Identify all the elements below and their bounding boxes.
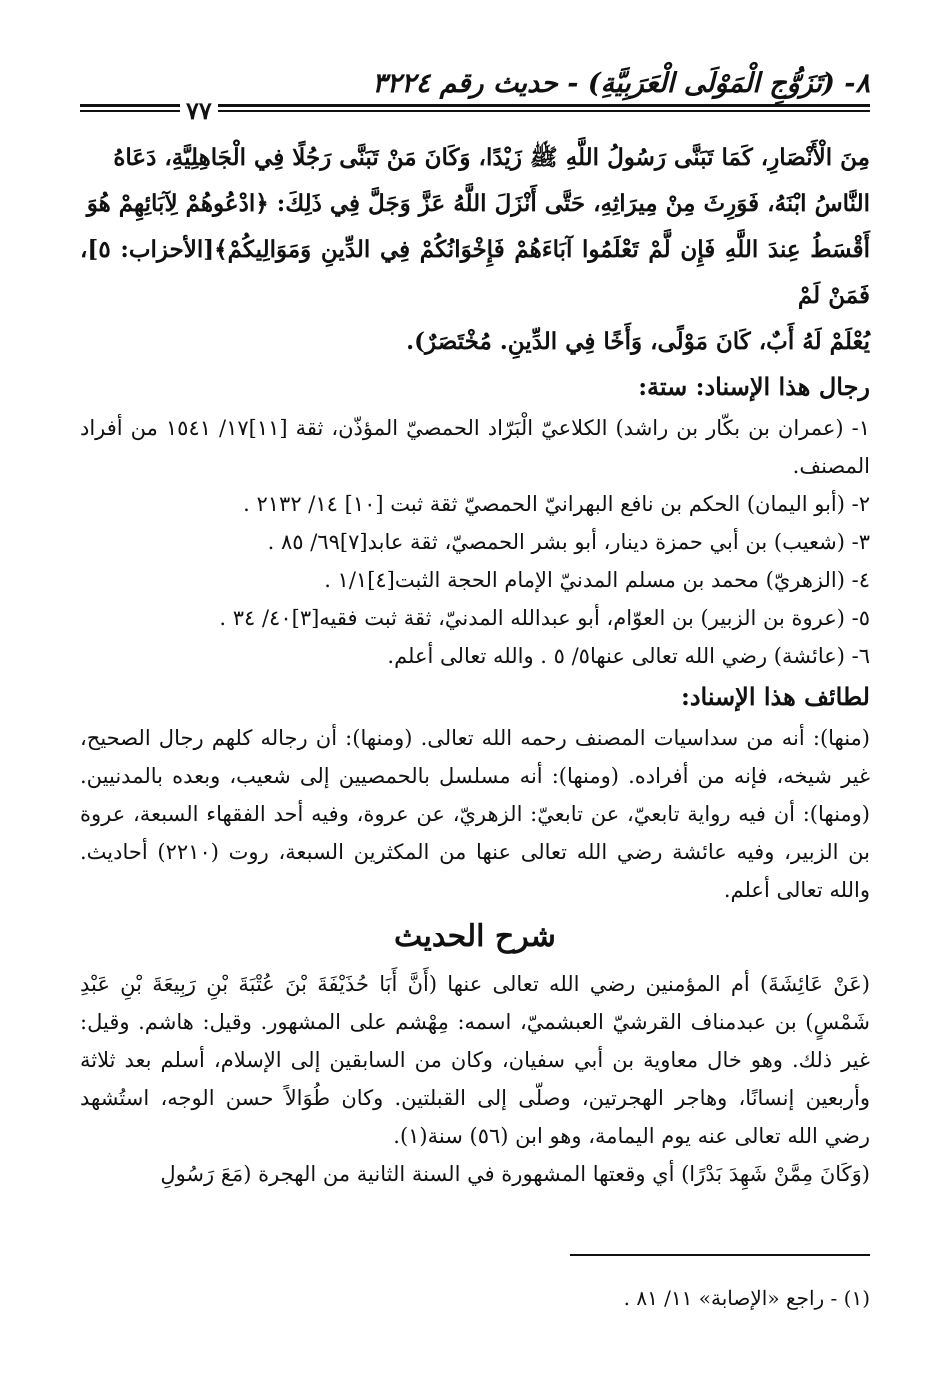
page-body bbox=[80, 135, 870, 1193]
hadith-line: أَقْسَطُ عِندَ اللَّهِ فَإِن لَّمْ تَعْلَمُوا آبَاءَهُمْ فَإِخْوَانُكُمْ فِي الدِّينِ وَمَوَالِيكُمْ﴾[الأحزاب: ٥]، فَمَنْ لَمْ bbox=[80, 236, 870, 309]
narrator-entry: ٥- (عروة بن الزبير) بن العوّام، أبو عبدالله المدنيّ، ثقة ثبت فقيه[٣]٤٠/ ٣٤ . bbox=[219, 606, 870, 630]
narrator-entry: ١- (عمران بن بكّار بن راشد) الكلاعيّ الْبَرّاد الحمصيّ المؤذّن، ثقة [١١]١٧/ ١٥٤١ من أفراد المصنف. bbox=[80, 416, 870, 478]
footnote: (١) - راجع «الإصابة» ١١/ ٨١ . bbox=[623, 1286, 870, 1310]
rijal-heading: رجال هذا الإسناد: ستة: bbox=[638, 372, 870, 401]
sharh-paragraph: (عَنْ عَائِشَةَ) أم المؤمنين رضي الله تعالى عنها (أَنَّ أَبَا حُذَيْفَةَ بْنَ عُتْبَةَ بْنِ رَبِيعَةَ بْنِ عَبْدِ شَمْسٍ) بن عبدمناف القرشيّ العبشميّ، اسمه: مِهْشم على المشهور. وقيل: هاشم. وقيل: غير ذلك. وهو خال معاوية بن أبي سفيان، وكان من السابقين إلى الإسلام، أسلم بعد ثلاثة وأربعين إنسانًا، وهاجر الهجرتين، وصلّى إلى القبلتين. وكان طُوَالاً حسن الوجه، استُشهد رضي الله تعالى عنه يوم اليمامة، وهو ابن (٥٦) سنة(١). bbox=[80, 972, 870, 1148]
book-page bbox=[80, 0, 870, 1376]
lataif-paragraph: (منها): أنه من سداسيات المصنف رحمه الله تعالى. (ومنها): أن رجاله كلهم رجال الصحيح، غير شيخه، فإنه من أفراده. (ومنها): أنه مسلسل بالحمصيين إلى شعيب، وبعده بالمدنيين. (ومنها): أن فيه رواية تابعيّ، عن تابعيّ: الزهريّ، عن عروة، وفيه أحد الفقهاء السبعة، عروة بن الزبير، وفيه عائشة رضي الله تعالى عنها من المكثرين السبعة، روت (٢٢١٠) أحاديث. والله تعالى أعلم. bbox=[80, 726, 870, 902]
sharh-title: شرح الحديث bbox=[394, 919, 556, 954]
hadith-line: النَّاسُ ابْنَهُ، فَوَرِثَ مِنْ مِيرَاثِهِ، حَتَّى أَنْزَلَ اللَّهُ عَزَّ وَجَلَّ فِي ذَلِكَ: ﴿ادْعُوهُمْ لِآبَائِهِمْ هُوَ bbox=[86, 190, 870, 217]
narrator-entry: ٤- (الزهريّ) محمد بن مسلم المدنيّ الإمام الحجة الثبت[٤]١/١ . bbox=[324, 568, 870, 592]
sharh-paragraph: (وَكَانَ مِمَّنْ شَهِدَ بَدْرًا) أي وقعتها المشهورة في السنة الثانية من الهجرة (مَعَ رَسُولِ bbox=[160, 1162, 870, 1186]
page-number: ٧٧ bbox=[180, 96, 218, 125]
hadith-line: مِنَ الْأَنْصَارِ، كَمَا تَبَنَّى رَسُولُ اللَّهِ ﷺ زَيْدًا، وَكَانَ مَنْ تَبَنَّى رَجُلًا فِي الْجَاهِلِيَّةِ، دَعَاهُ bbox=[113, 144, 870, 171]
hadith-line: يُعْلَمْ لَهُ أَبٌ، كَانَ مَوْلًى، وَأَخًا فِي الدِّينِ. مُخْتَصَرٌ). bbox=[406, 328, 870, 355]
narrator-entry: ٢- (أبو اليمان) الحكم بن نافع البهرانيّ الحمصيّ ثقة ثبت [١٠] ١٤/ ٢١٣٢ . bbox=[243, 492, 870, 516]
footnote-rule bbox=[570, 1254, 870, 1256]
lataif-heading: لطائف هذا الإسناد: bbox=[680, 682, 870, 711]
chapter-title: ٨- (تَزَوُّجِ الْمَوْلَى الْعَرَبِيَّةِ) - حديث رقم ٣٢٢٤ bbox=[372, 68, 870, 99]
page-header bbox=[80, 68, 870, 125]
narrator-entry: ٦- (عائشة) رضي الله تعالى عنها٥/ ٥ . والله تعالى أعلم. bbox=[387, 644, 870, 668]
narrator-entry: ٣- (شعيب) بن أبي حمزة دينار، أبو بشر الحمصيّ، ثقة عابد[٧]٦٩/ ٨٥ . bbox=[267, 530, 870, 554]
